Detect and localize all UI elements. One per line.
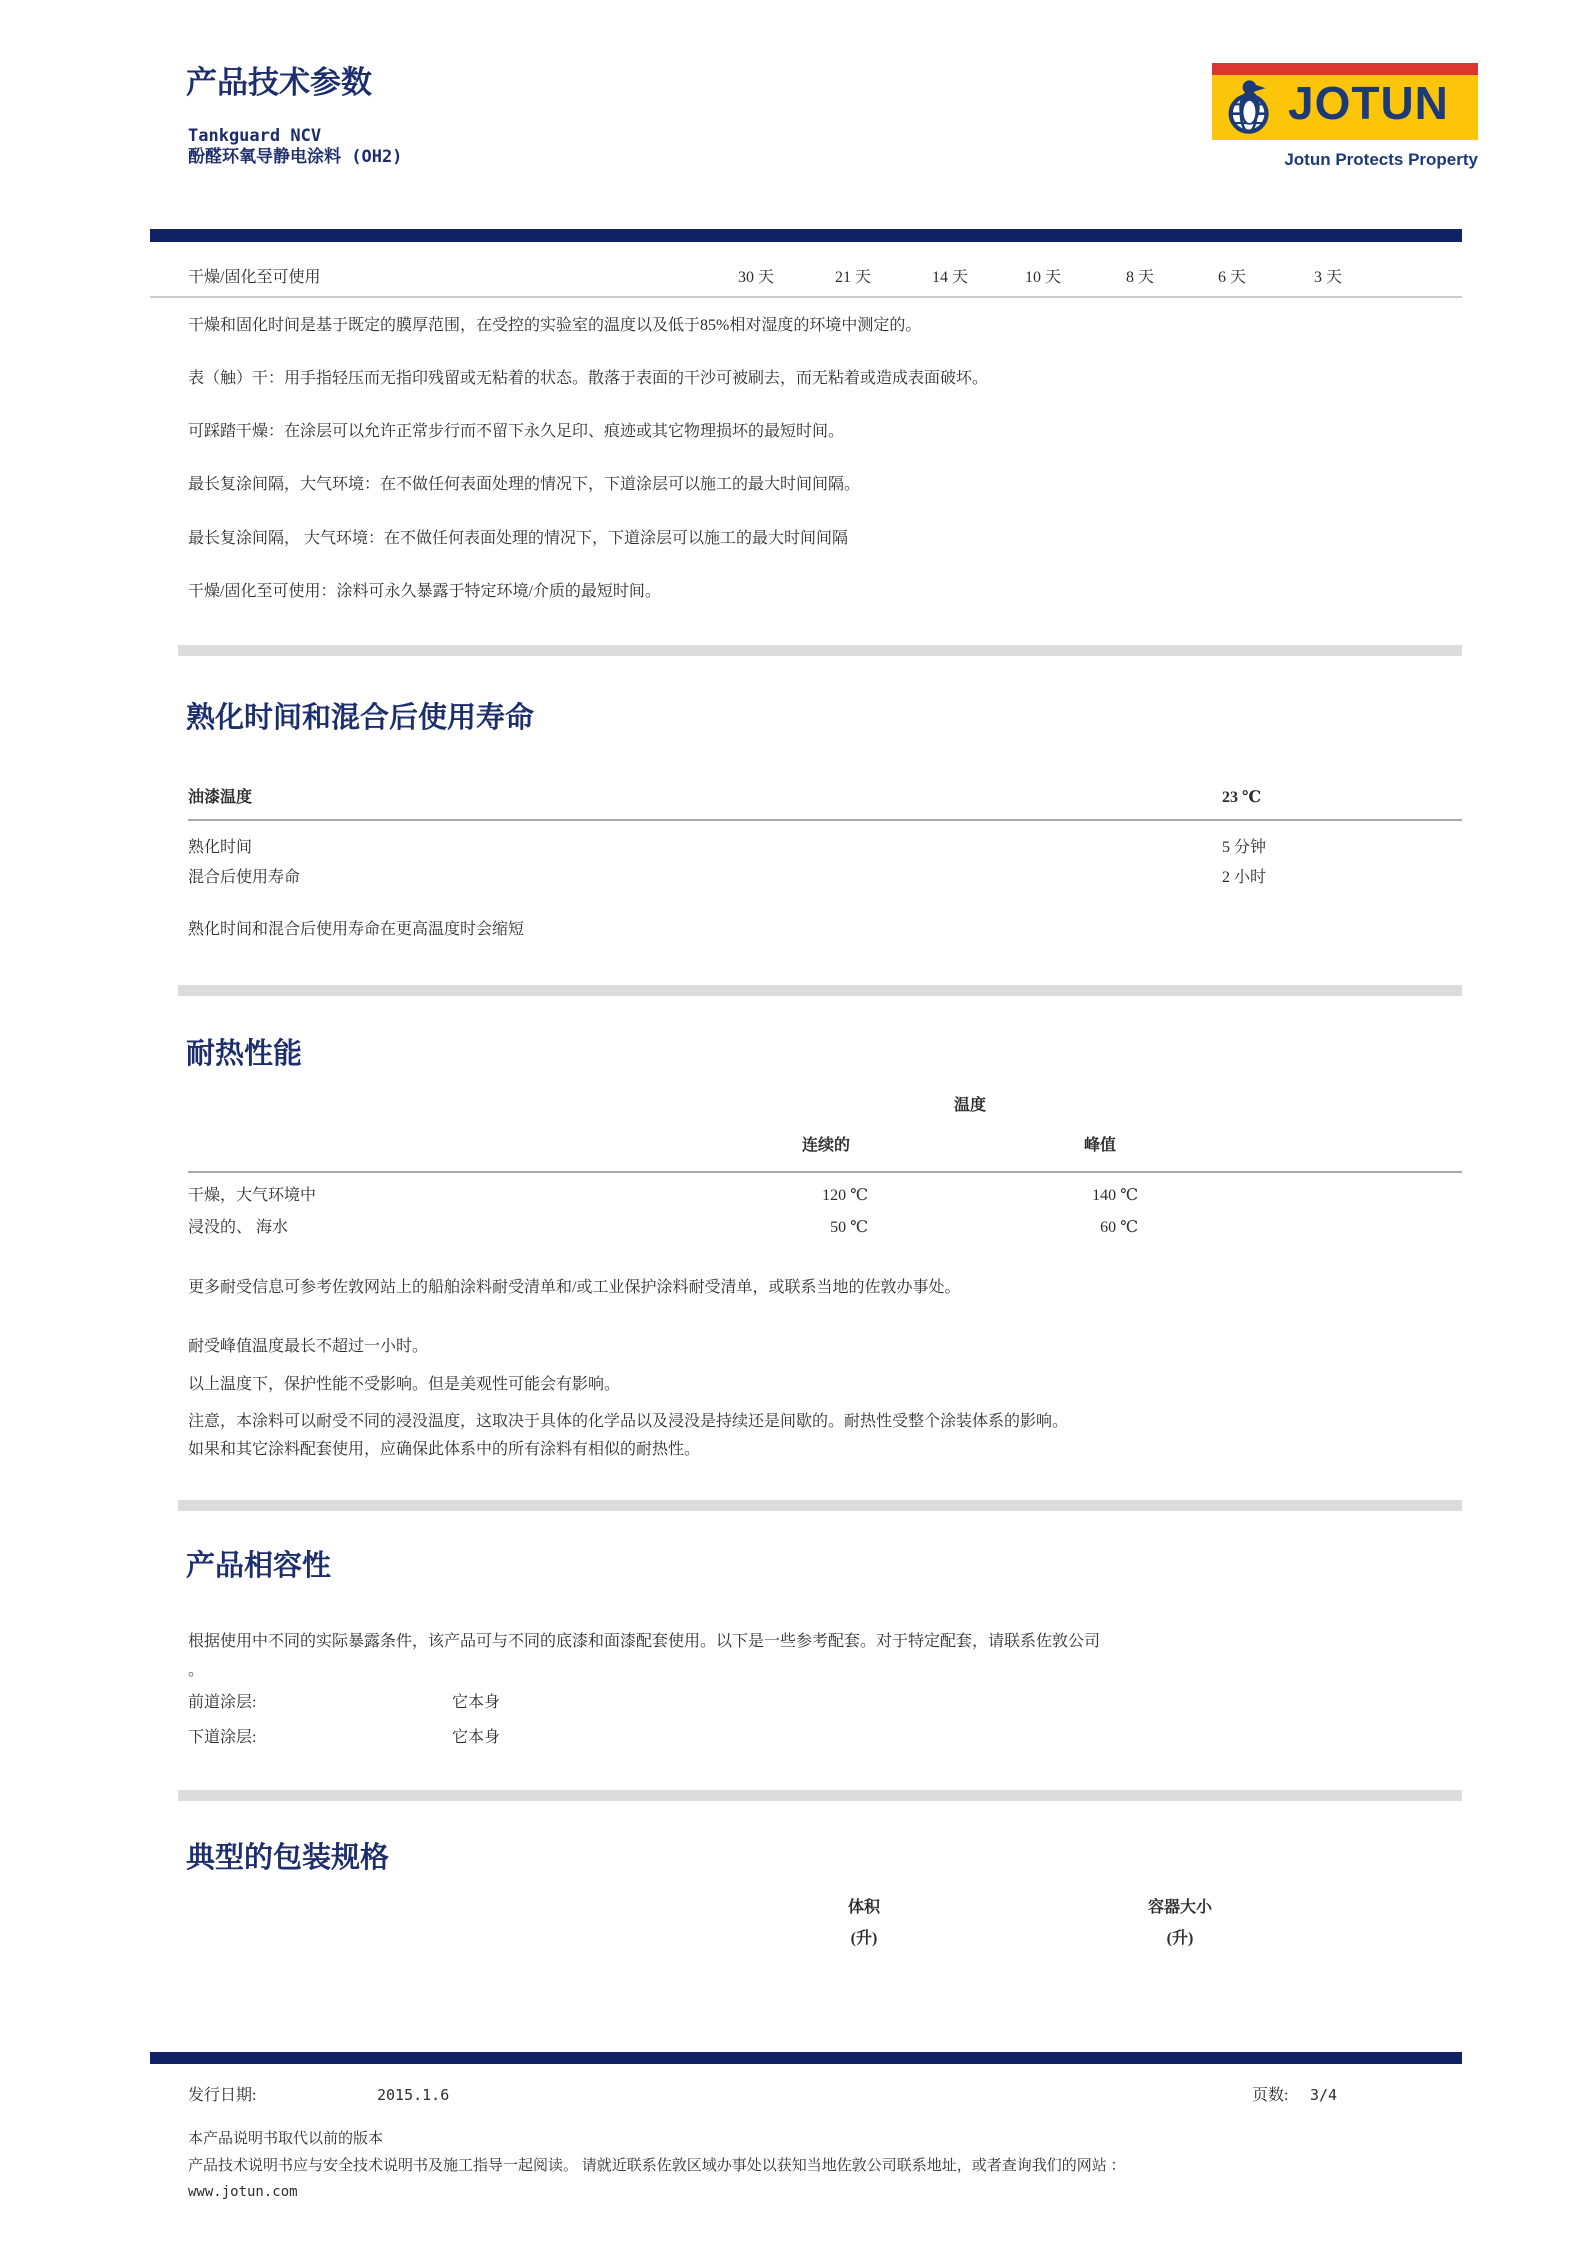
intro-paragraph: 干燥和固化时间是基于既定的膜厚范围，在受控的实验室的温度以及低于85%相对湿度的环境中测定的。 — [188, 317, 922, 334]
section-band — [178, 985, 1462, 996]
drying-usable-value: 21 天 — [835, 269, 872, 286]
heat-paragraph: 注意，本涂料可以耐受不同的浸没温度，这取决于具体的化学品以及浸没是持续还是间歇的。耐热性受整个涂装体系的影响。 — [188, 1413, 1069, 1430]
continuous-col-header: 连续的 — [801, 1137, 851, 1154]
table-rule — [188, 1171, 1462, 1173]
heat-paragraph: 如果和其它涂料配套使用，应确保此体系中的所有涂料有相似的耐热性。 — [188, 1441, 701, 1458]
drying-usable-value: 14 天 — [932, 269, 969, 286]
previous-coat-value: 它本身 — [452, 1694, 501, 1711]
volume-col-unit: (升) — [850, 1930, 878, 1947]
heat-row-peak-value: 140 ℃ — [1092, 1187, 1138, 1204]
heat-row-label: 干燥，大气环境中 — [188, 1187, 317, 1204]
section-band — [178, 1500, 1462, 1511]
intro-paragraph: 最长复涂间隔，大气环境：在不做任何表面处理的情况下，下道涂层可以施工的最大时间间隔。 — [188, 476, 861, 493]
induction-time-value: 5 分钟 — [1222, 839, 1267, 856]
drying-usable-label: 干燥/固化至可使用 — [188, 269, 321, 286]
footer-note-1: 本产品说明书取代以前的版本 — [188, 2131, 384, 2147]
drying-usable-value: 3 天 — [1314, 269, 1343, 286]
section-heading-compatibility: 产品相容性 — [186, 1550, 332, 1582]
previous-coat-label: 前道涂层: — [188, 1694, 257, 1711]
heat-paragraph: 更多耐受信息可参考佐敦网站上的船舶涂料耐受清单和/或工业保护涂料耐受清单，或联系当地的佐敦办事处。 — [188, 1279, 961, 1296]
website-link: www.jotun.com — [188, 2184, 298, 2200]
container-size-col-unit: (升) — [1166, 1930, 1194, 1947]
logo-tagline: Jotun Protects Property — [1284, 150, 1478, 169]
pot-life-label: 混合后使用寿命 — [188, 869, 301, 886]
paint-temp-header-value: 23 ℃ — [1222, 789, 1262, 806]
volume-col-title: 体积 — [847, 1899, 881, 1916]
page-title: 产品技术参数 — [186, 65, 372, 100]
subsequent-coat-label: 下道涂层: — [188, 1729, 257, 1746]
issue-date-value: 2015.1.6 — [377, 2086, 450, 2104]
intro-paragraph: 可踩踏干燥：在涂层可以允许正常步行而不留下永久足印、痕迹或其它物理损坏的最短时间。 — [188, 423, 845, 440]
intro-paragraph: 干燥/固化至可使用：涂料可永久暴露于特定环境/介质的最短时间。 — [188, 583, 661, 600]
heat-row-label: 浸没的、 海水 — [188, 1219, 289, 1236]
compatibility-paragraph: 根据使用中不同的实际暴露条件，该产品可与不同的底漆和面漆配套使用。以下是一些参考配套。对于特定配套，请联系佐敦公司 — [188, 1633, 1101, 1650]
page-number-value: 3/4 — [1310, 2086, 1338, 2104]
table-rule — [150, 296, 1462, 298]
product-subtitle: 酚醛环氧导静电涂料 (OH2) — [188, 147, 403, 167]
induction-time-label: 熟化时间 — [188, 839, 253, 856]
heat-row-peak-value: 60 ℃ — [1100, 1219, 1138, 1236]
section-heading-packaging: 典型的包装规格 — [186, 1842, 390, 1874]
drying-usable-value: 8 天 — [1126, 269, 1155, 286]
header-divider-bar — [150, 229, 1462, 242]
heat-row-continuous-value: 120 ℃ — [822, 1187, 868, 1204]
footer-divider-bar — [150, 2052, 1462, 2064]
section-band — [178, 645, 1462, 656]
pot-life-value: 2 小时 — [1222, 869, 1267, 886]
jotun-logo — [1212, 63, 1478, 140]
intro-paragraph: 最长复涂间隔， 大气环境：在不做任何表面处理的情况下，下道涂层可以施工的最大时间间隔 — [188, 530, 849, 547]
heat-row-continuous-value: 50 ℃ — [830, 1219, 868, 1236]
drying-usable-value: 10 天 — [1025, 269, 1062, 286]
penguin-globe-icon — [1224, 77, 1280, 135]
page-number-label: 页数: — [1252, 2087, 1289, 2104]
paint-temp-header-label: 油漆温度 — [188, 789, 253, 806]
heat-paragraph: 耐受峰值温度最长不超过一小时。 — [188, 1338, 429, 1355]
container-size-col-title: 容器大小 — [1147, 1899, 1213, 1916]
compatibility-paragraph-overflow: 。 — [188, 1662, 205, 1679]
section-heading-induction: 熟化时间和混合后使用寿命 — [186, 702, 535, 734]
section-heading-heat: 耐热性能 — [186, 1038, 303, 1070]
peak-col-header: 峰值 — [1083, 1137, 1117, 1154]
table-rule — [188, 819, 1462, 821]
footer-note-2: 产品技术说明书应与安全技术说明书及施工指导一起阅读。 请就近联系佐敦区域办事处以获知当地佐敦公司联系地址，或者查询我们的网站 ： — [188, 2158, 1126, 2174]
jotun-wordmark: JOTUN — [1288, 77, 1449, 129]
drying-usable-value: 6 天 — [1218, 269, 1247, 286]
drying-usable-value: 30 天 — [738, 269, 775, 286]
subsequent-coat-value: 它本身 — [452, 1729, 501, 1746]
logo-red-stripe — [1212, 63, 1478, 75]
section-band — [178, 1790, 1462, 1801]
intro-paragraph: 表（触）干：用手指轻压而无指印残留或无粘着的状态。散落于表面的干沙可被刷去，而无粘着或造成表面破坏。 — [188, 370, 989, 387]
heat-paragraph: 以上温度下，保护性能不受影响。但是美观性可能会有影响。 — [188, 1376, 621, 1393]
product-name: Tankguard NCV — [188, 126, 322, 146]
issue-date-label: 发行日期: — [188, 2087, 257, 2104]
induction-note: 熟化时间和混合后使用寿命在更高温度时会缩短 — [188, 921, 525, 938]
temperature-group-header: 温度 — [953, 1097, 987, 1114]
